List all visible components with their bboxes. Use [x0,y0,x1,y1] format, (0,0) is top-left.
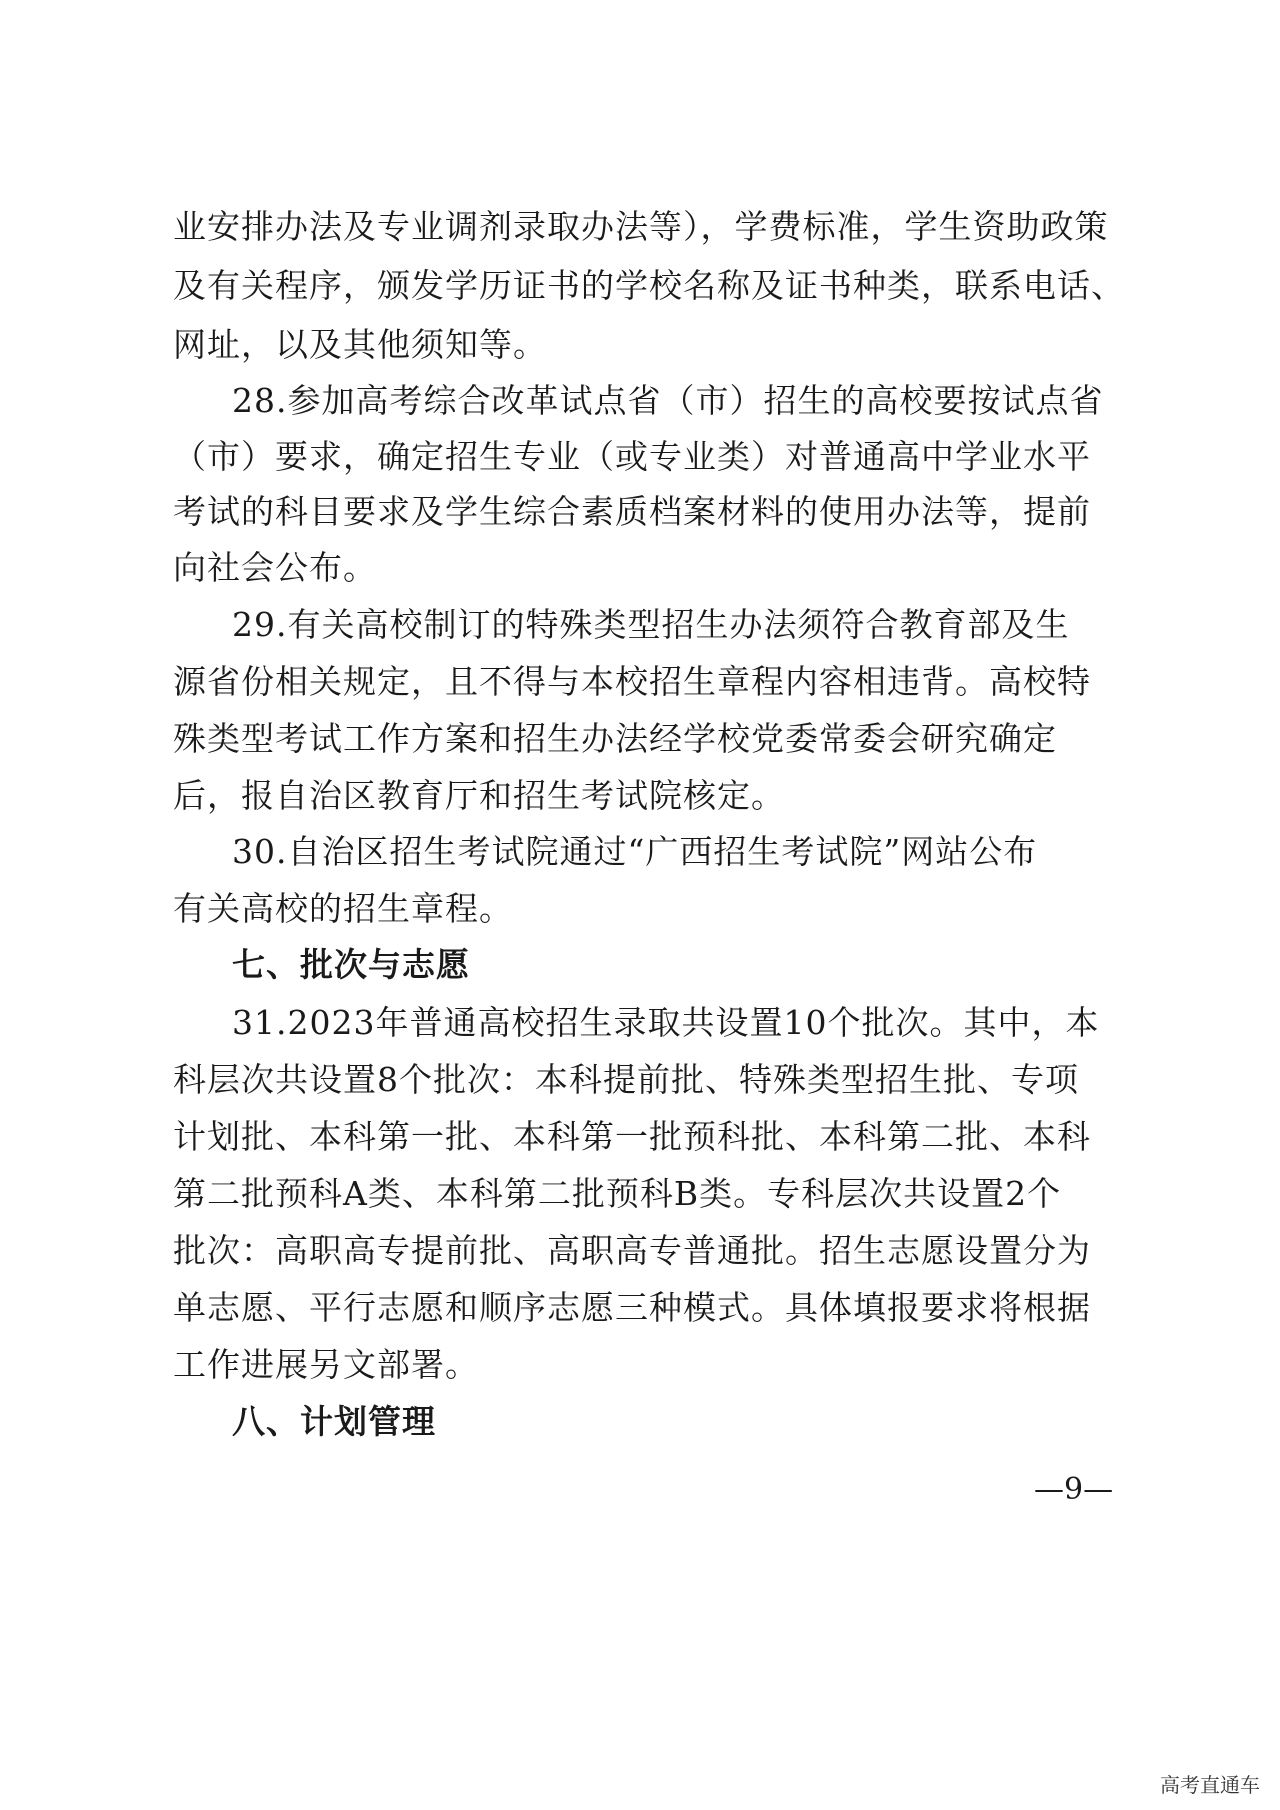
paragraph-line: 工作进展另文部署。 [173,1345,479,1384]
paragraph-line: 有关高校的招生章程。 [173,889,513,928]
paragraph-line: 计划批、本科第一批、本科第一批预科批、本科第二批、本科 [173,1117,1091,1156]
paragraph-line: 第二批预科A类、本科第二批预科B类。专科层次共设置2个 [173,1174,1062,1213]
page-number: —9— [1034,1472,1114,1507]
paragraph-line: 向社会公布。 [173,548,377,587]
paragraph-line: 网址，以及其他须知等。 [173,325,547,364]
paragraph-line: 后，报自治区教育厅和招生考试院核定。 [173,776,785,815]
paragraph-line: 科层次共设置8个批次：本科提前批、特殊类型招生批、专项 [173,1060,1079,1099]
paragraph-line: （市）要求，确定招生专业（或专业类）对普通高中学业水平 [173,437,1091,476]
paragraph-line: 业安排办法及专业调剂录取办法等），学费标准，学生资助政策 [173,207,1109,246]
paragraph-line: 28.参加高考综合改革试点省（市）招生的高校要按试点省 [232,381,1104,420]
paragraph-line: 31.2023年普通高校招生录取共设置10个批次。其中，本 [232,1003,1100,1042]
paragraph-line: 30.自治区招生考试院通过“广西招生考试院”网站公布 [232,832,1038,871]
watermark: 高考直通车 [1160,1773,1260,1797]
section-heading: 七、批次与志愿 [232,945,470,984]
paragraph-line: 单志愿、平行志愿和顺序志愿三种模式。具体填报要求将根据 [173,1288,1091,1327]
paragraph-line: 及有关程序，颁发学历证书的学校名称及证书种类，联系电话、 [173,266,1125,305]
paragraph-line: 批次：高职高专提前批、高职高专普通批。招生志愿设置分为 [173,1231,1091,1270]
paragraph-line: 29.有关高校制订的特殊类型招生办法须符合教育部及生 [232,605,1070,644]
section-heading: 八、计划管理 [232,1402,436,1441]
paragraph-line: 考试的科目要求及学生综合素质档案材料的使用办法等，提前 [173,492,1091,531]
paragraph-line: 殊类型考试工作方案和招生办法经学校党委常委会研究确定 [173,719,1057,758]
paragraph-line: 源省份相关规定，且不得与本校招生章程内容相违背。高校特 [173,662,1091,701]
